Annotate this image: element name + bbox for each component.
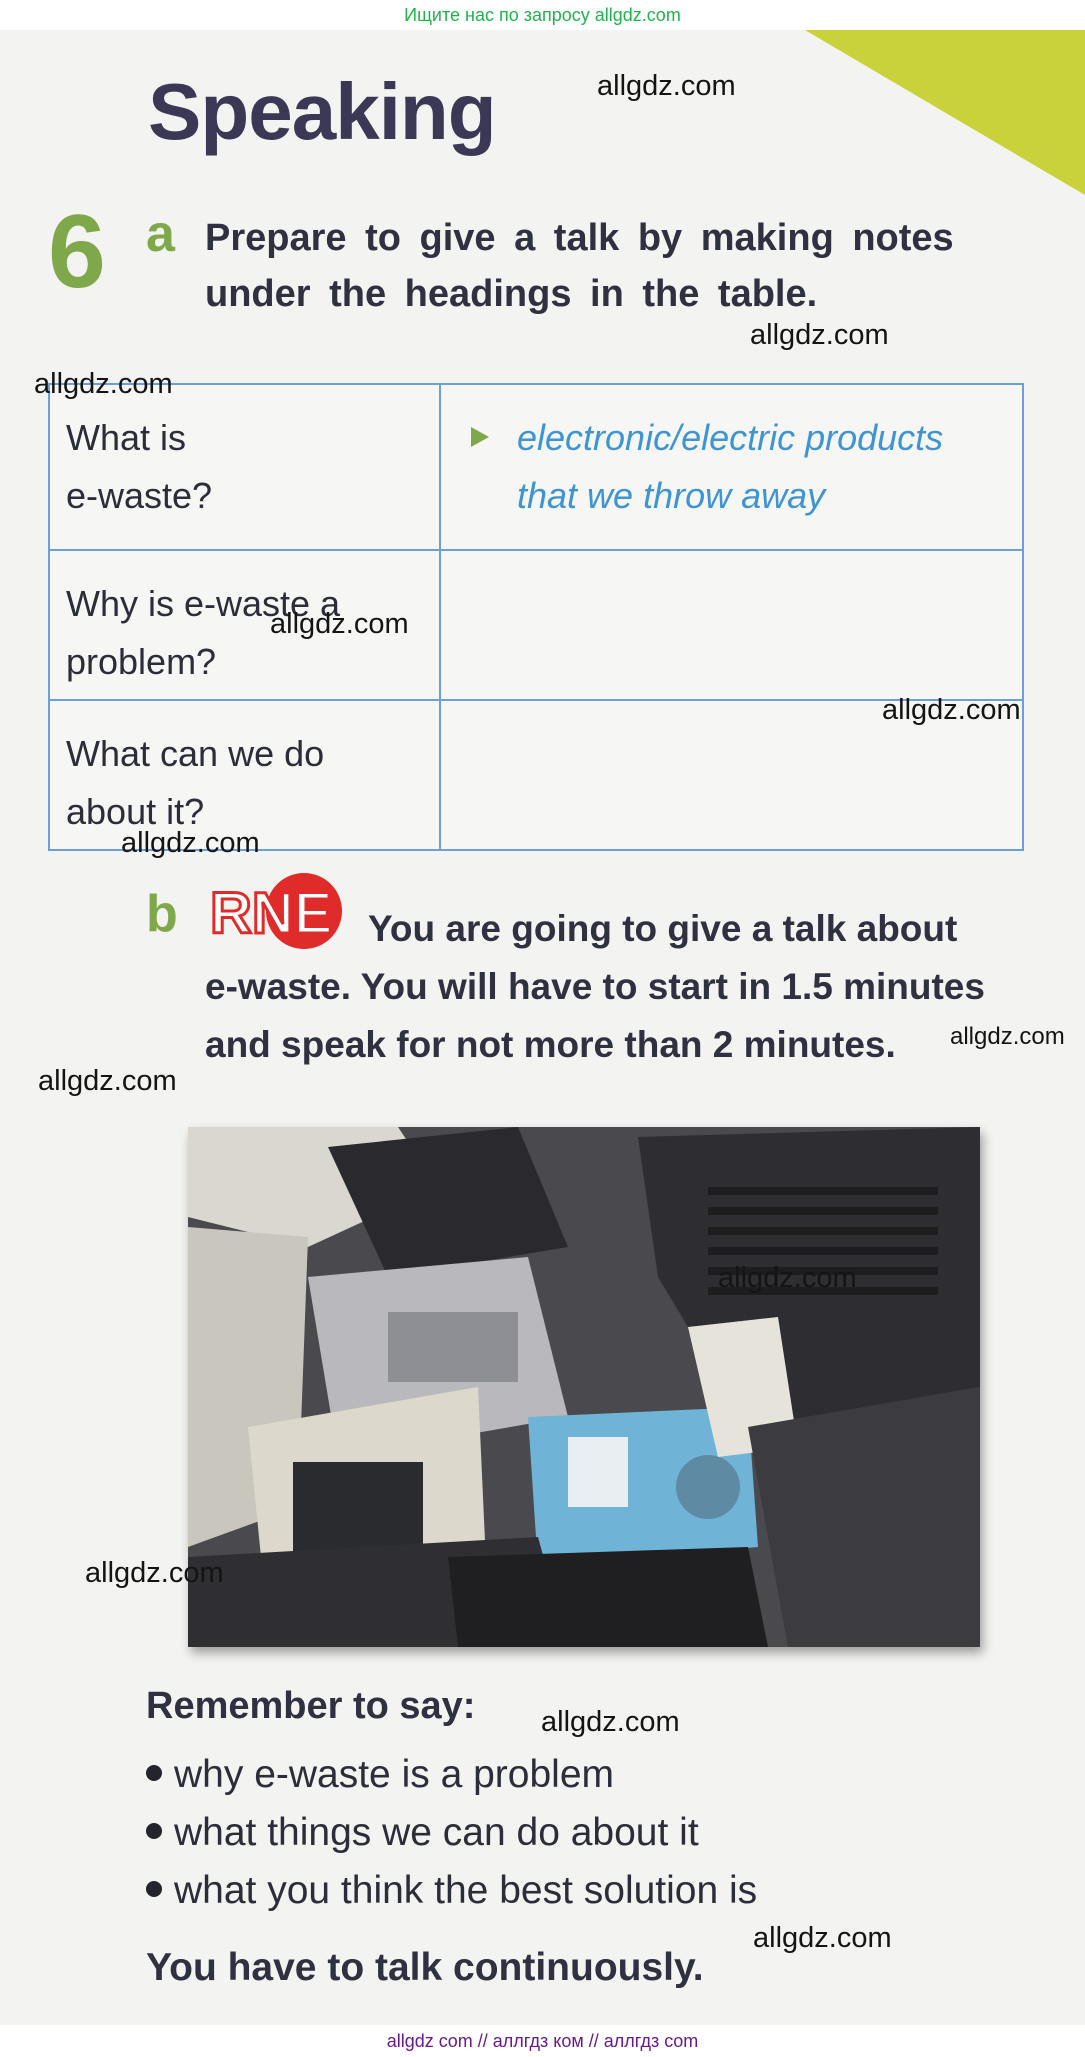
table-notes-cell[interactable] (440, 384, 1023, 550)
part-b-line-2: e-waste. You will have to start in 1.5 minutes (205, 966, 985, 1007)
part-a-line-1: Prepare to give a talk by making notes (205, 217, 954, 259)
heading-line: What can we do (66, 733, 325, 774)
list-item (146, 1746, 757, 1804)
rne-logo-text: RNE (210, 881, 333, 946)
heading-line: What is (66, 417, 187, 458)
watermark: allgdz.com (750, 319, 889, 351)
heading-line: problem? (66, 641, 217, 682)
bottom-banner[interactable]: allgdz com // аллгдз ком // аллгдз com (0, 2025, 1085, 2057)
exercise-number: 6 (48, 194, 106, 310)
list-item-text: what you think the best solution is (174, 1869, 758, 1912)
bullet-dot-icon (146, 1881, 162, 1897)
part-b-letter: b (146, 885, 178, 943)
watermark: allgdz.com (34, 368, 173, 400)
part-a-instruction (205, 210, 954, 322)
watermark: allgdz.com (597, 70, 736, 102)
textbook-page (0, 30, 1085, 2025)
bullet-dot-icon (146, 1823, 162, 1839)
list-item (146, 1862, 757, 1920)
list-item-text: why e-waste is a problem (174, 1753, 615, 1796)
e-waste-photo (188, 1127, 980, 1647)
watermark: allgdz.com (950, 1023, 1065, 1050)
watermark: allgdz.com (85, 1557, 224, 1589)
green-triangle-arrow-icon (471, 427, 489, 447)
list-item (146, 1804, 757, 1862)
heading-line: about it? (66, 791, 205, 832)
part-a-letter: a (146, 205, 175, 263)
table-notes-cell[interactable] (440, 550, 1023, 700)
notes-table (48, 383, 1024, 851)
heading-line: e-waste? (66, 475, 213, 516)
watermark: allgdz.com (753, 1922, 892, 1954)
table-row (49, 384, 1023, 550)
heading-line: Why is e-waste a (66, 583, 341, 624)
watermark: allgdz.com (882, 694, 1021, 726)
remember-title: Remember to say: (146, 1685, 476, 1727)
watermark: allgdz.com (121, 827, 260, 859)
top-banner[interactable]: Ищите нас по запросу allgdz.com (0, 0, 1085, 30)
watermark: allgdz.com (270, 608, 409, 640)
part-b-line-3: and speak for not more than 2 minutes. (205, 1024, 896, 1065)
watermark: allgdz.com (38, 1065, 177, 1097)
part-b-instruction (205, 900, 985, 1074)
watermark: allgdz.com (541, 1706, 680, 1738)
final-instruction: You have to talk continuously. (146, 1946, 704, 1989)
table-heading-cell (49, 384, 440, 550)
part-b-line-1: You are going to give a talk about (368, 908, 958, 949)
list-item-text: what things we can do about it (174, 1811, 699, 1854)
section-heading: Speaking (148, 67, 496, 156)
bullet-dot-icon (146, 1765, 162, 1781)
remember-list (146, 1746, 757, 1920)
part-a-line-2: under the headings in the table. (205, 273, 818, 315)
watermark: allgdz.com (718, 1262, 857, 1294)
answer-line: electronic/electric products (517, 417, 944, 458)
sample-answer (457, 409, 1006, 525)
table-row (49, 550, 1023, 700)
e-waste-photo-illustration (188, 1127, 980, 1647)
sample-answer-text (517, 409, 943, 525)
answer-line: that we throw away (517, 475, 826, 516)
